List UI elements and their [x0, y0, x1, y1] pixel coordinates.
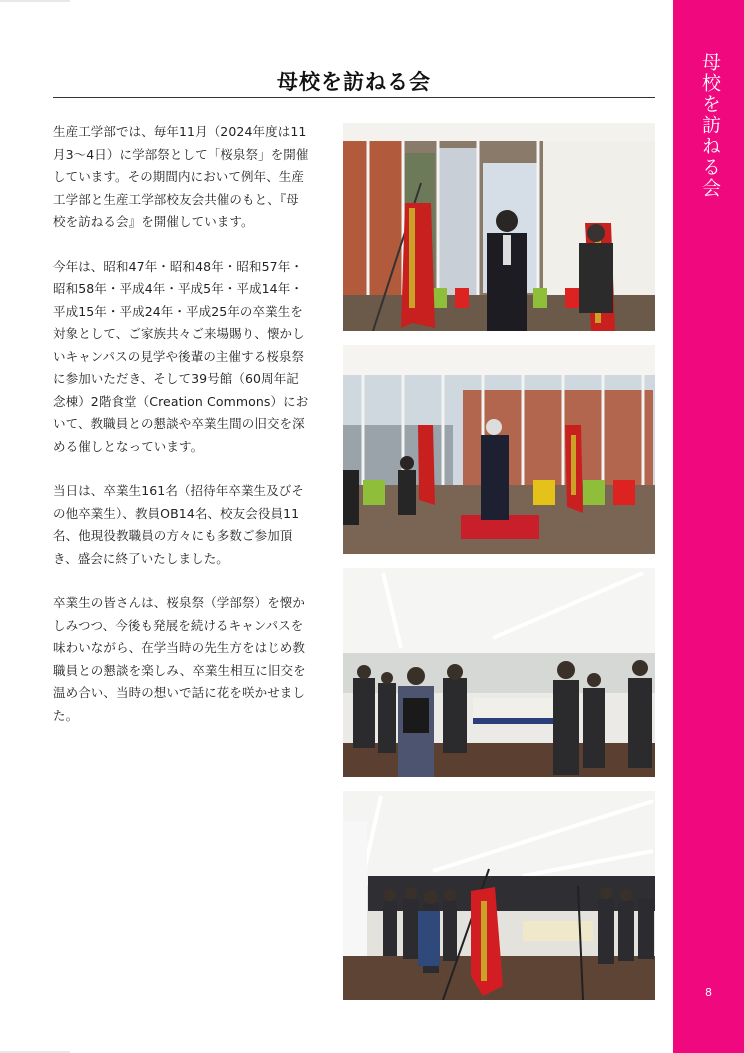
photo-stage-speech — [343, 345, 655, 554]
paragraph-attendance: 当日は、卒業生161名（招待年卒業生及びその他卒業生）、教員OB14名、校友会役員11名、他現役教職員の方々にも多数ご参加頂き、盛会に終了いたしました。 — [53, 483, 304, 566]
page-title: 母校を訪ねる会 — [277, 70, 431, 95]
paragraph-target-years: 今年は、昭和47年・昭和48年・昭和57年・昭和58年・平成4年・平成5年・平成14年・平成15年・平成24年・平成25年の卒業生を対象として、ご家族共々ご来場賜り、懐かしいキャンパスの見学や後輩の主催する桜泉祭に参加いただき、そして39号館（60周年記念棟）2階食堂（Creation Commons）において、教職員との懇談や卒業生間の旧交を深める催しとなっています。 — [53, 258, 309, 454]
article-body — [53, 121, 311, 749]
paragraph-intro: 生産工学部では、毎年11月（2024年度は11月3〜4日）に学部祭として「桜泉祭」を開催しています。その期間内において例年、生産工学部と生産工学部校友会共催のもと、『母校を訪ねる会』を開催しています。 — [53, 124, 309, 229]
title-divider — [53, 97, 655, 98]
photo-reception-crowd — [343, 568, 655, 777]
side-title: 母校を訪ねる会 — [699, 52, 721, 199]
photo-speaker-podium — [343, 123, 655, 331]
top-corner-rule — [0, 0, 70, 2]
page-number: 8 — [705, 986, 712, 999]
photo-hall-gathering — [343, 791, 655, 1000]
paragraph-summary: 卒業生の皆さんは、桜泉祭（学部祭）を懐かしみつつ、今後も発展を続けるキャンパスを味わいながら、在学当時の先生方をはじめ教職員との懇談を楽しみ、卒業生相互に旧交を温め合い、当時の想いで話に花を咲かせました。 — [53, 595, 306, 723]
